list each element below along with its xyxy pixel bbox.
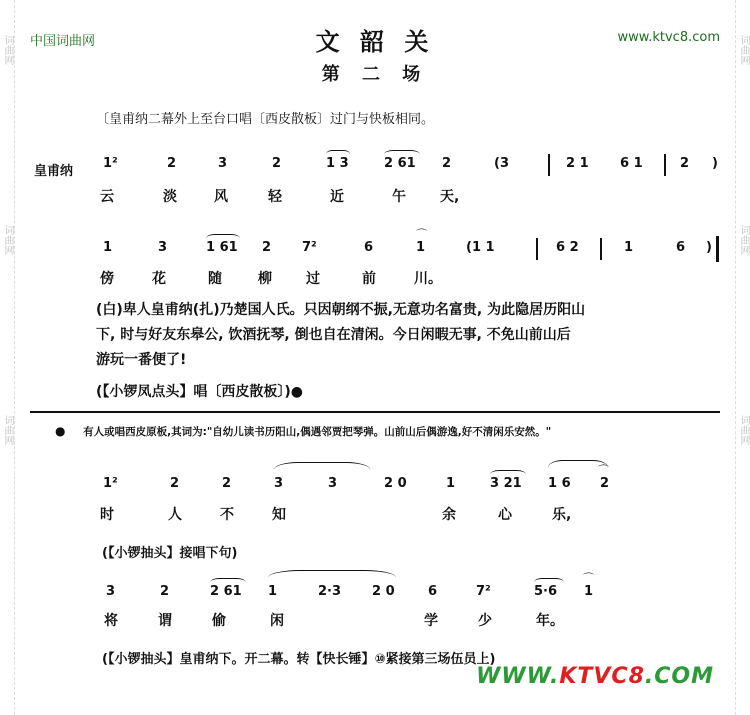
- note: 2: [600, 476, 610, 491]
- note: 2: [262, 240, 272, 255]
- slur: [326, 150, 350, 159]
- side-watermark: 词曲网: [738, 225, 749, 255]
- tie: [268, 570, 396, 585]
- dialogue-line: 下, 时与好友东皋公, 饮酒抚琴, 倒也自在清闲。今日闲暇无事, 不免山前山后: [96, 327, 571, 343]
- bullet-icon: ●: [55, 424, 66, 438]
- site-logo: [476, 664, 714, 689]
- note: 2: [160, 584, 170, 599]
- barline: [536, 238, 538, 260]
- fermata-icon: ⌒: [598, 464, 609, 477]
- note: 6: [364, 240, 374, 255]
- dialogue-line: 游玩一番便了!: [96, 352, 187, 368]
- note: 3 21: [490, 476, 522, 491]
- barline: [548, 154, 550, 176]
- lyric: 心: [498, 507, 512, 523]
- note: 1: [103, 240, 113, 255]
- lyric: 谓: [158, 613, 172, 629]
- note: 6 1: [620, 156, 643, 171]
- logo-suffix: .COM: [644, 664, 714, 689]
- side-watermark: 词曲网: [2, 35, 13, 65]
- lyric: 人: [168, 507, 182, 523]
- note: 7²: [302, 240, 317, 255]
- note: 2: [170, 476, 180, 491]
- fermata-icon: ⌒: [416, 228, 427, 241]
- note: 2 61: [210, 584, 242, 599]
- scene-title: 第 二 场: [321, 64, 429, 85]
- note: 3: [106, 584, 116, 599]
- lyric: 学: [424, 613, 438, 629]
- percussion-cue: (【小锣凤点头】唱〔西皮散板〕)●: [96, 384, 304, 400]
- lyric: 傍: [100, 271, 114, 287]
- lyric: 柳: [258, 271, 272, 287]
- note: 2·3: [318, 584, 342, 599]
- lyric: 川。: [414, 271, 442, 287]
- note: 2: [222, 476, 232, 491]
- note: 1 61: [206, 240, 238, 255]
- lyric: 闲: [270, 613, 284, 629]
- note: 2: [680, 156, 690, 171]
- tie: [274, 462, 370, 477]
- note: 2 0: [384, 476, 407, 491]
- site-url-right: www.ktvc8.com: [617, 30, 720, 45]
- note: ): [712, 156, 718, 171]
- lyric-line-3: [0, 504, 750, 526]
- note: 1 3: [326, 156, 349, 171]
- lyric: 不: [220, 507, 234, 523]
- note: 1: [268, 584, 278, 599]
- logo-brand: KTVC8: [559, 664, 645, 689]
- lyric: 随: [208, 271, 222, 287]
- site-name-left: 中国词曲网: [30, 34, 96, 49]
- lyric: 将: [104, 613, 118, 629]
- note: 1: [624, 240, 634, 255]
- note: 6 2: [556, 240, 579, 255]
- note: 1: [416, 240, 426, 255]
- lyric: 知: [272, 507, 286, 523]
- note: 1 6: [548, 476, 571, 491]
- note: 2: [167, 156, 177, 171]
- notation-line-2: [0, 240, 750, 264]
- fermata-icon: ⌒: [583, 572, 594, 585]
- percussion-cue: (【小锣抽头】接唱下句): [102, 546, 238, 561]
- slur: [206, 234, 240, 243]
- lyric: 前: [362, 271, 376, 287]
- spoken-dialogue: [96, 298, 726, 373]
- slur: [384, 150, 420, 159]
- stage-direction: 〔皇甫纳二幕外上至台口唱〔西皮散板〕过门与快板相同。: [96, 112, 435, 127]
- barline: [600, 238, 602, 260]
- lyric: 偷: [212, 613, 226, 629]
- note: 6: [676, 240, 686, 255]
- note: 6: [428, 584, 438, 599]
- footnote: [55, 424, 551, 439]
- slur: [490, 470, 526, 479]
- slur: [210, 578, 246, 587]
- lyric: 余: [442, 507, 456, 523]
- side-watermark: 词曲网: [2, 415, 13, 445]
- side-watermark: 词曲网: [738, 415, 749, 445]
- section-divider: [30, 411, 720, 413]
- notation-line-3: [0, 476, 750, 500]
- note: (1 1: [466, 240, 495, 255]
- note: 2 61: [384, 156, 416, 171]
- note: 1²: [103, 476, 118, 491]
- lyric: 午: [392, 189, 406, 205]
- note: 3: [328, 476, 338, 491]
- lyric: 轻: [268, 189, 282, 205]
- note: 2 1: [566, 156, 589, 171]
- lyric: 时: [100, 507, 114, 523]
- note: 2: [442, 156, 452, 171]
- side-watermark: 词曲网: [2, 225, 13, 255]
- note: 1²: [103, 156, 118, 171]
- footnote-text: 有人或唱西皮原板,其词为:"自幼儿读书历阳山,偶遇邻贾把琴弹。山前山后偶游逸,好不清闲乐安然。": [83, 426, 552, 438]
- lyric: 天,: [440, 189, 460, 205]
- lyric: 少: [478, 613, 492, 629]
- exit-cue: (【小锣抽头】皇甫纳下。开二幕。转【快长锤】⑩紧接第三场伍员上): [102, 652, 496, 667]
- notation-line-1: [0, 156, 750, 180]
- note: 2: [272, 156, 282, 171]
- lyric: 近: [330, 189, 344, 205]
- note: 3: [274, 476, 284, 491]
- page-title: 文 韶 关: [315, 28, 435, 56]
- note: 3: [218, 156, 228, 171]
- lyric-line-2: [0, 268, 750, 290]
- side-watermark: 词曲网: [738, 35, 749, 65]
- notation-line-4: [0, 584, 750, 608]
- lyric: 风: [214, 189, 228, 205]
- lyric: 年。: [536, 613, 564, 629]
- note: 1: [446, 476, 456, 491]
- slur: [534, 578, 564, 587]
- note: 5·6: [534, 584, 558, 599]
- role-name: 皇甫纳: [34, 164, 74, 179]
- dialogue-line: (白)卑人皇甫纳(扎)乃楚国人氏。只因朝纲不振,无意功名富贵, 为此隐居历阳山: [96, 302, 586, 318]
- final-barline: [716, 236, 719, 262]
- lyric: 云: [100, 189, 114, 205]
- note: 2 0: [372, 584, 395, 599]
- logo-prefix: WWW.: [476, 664, 560, 689]
- lyric: 花: [152, 271, 166, 287]
- lyric: 淡: [163, 189, 177, 205]
- barline: [664, 154, 666, 176]
- lyric-line-1: [0, 186, 750, 208]
- note: 1: [584, 584, 594, 599]
- lyric: 过: [306, 271, 320, 287]
- note: ): [706, 240, 712, 255]
- lyric-line-4: [0, 610, 750, 632]
- note: (3: [494, 156, 509, 171]
- note: 7²: [476, 584, 491, 599]
- lyric: 乐,: [552, 507, 572, 523]
- note: 3: [158, 240, 168, 255]
